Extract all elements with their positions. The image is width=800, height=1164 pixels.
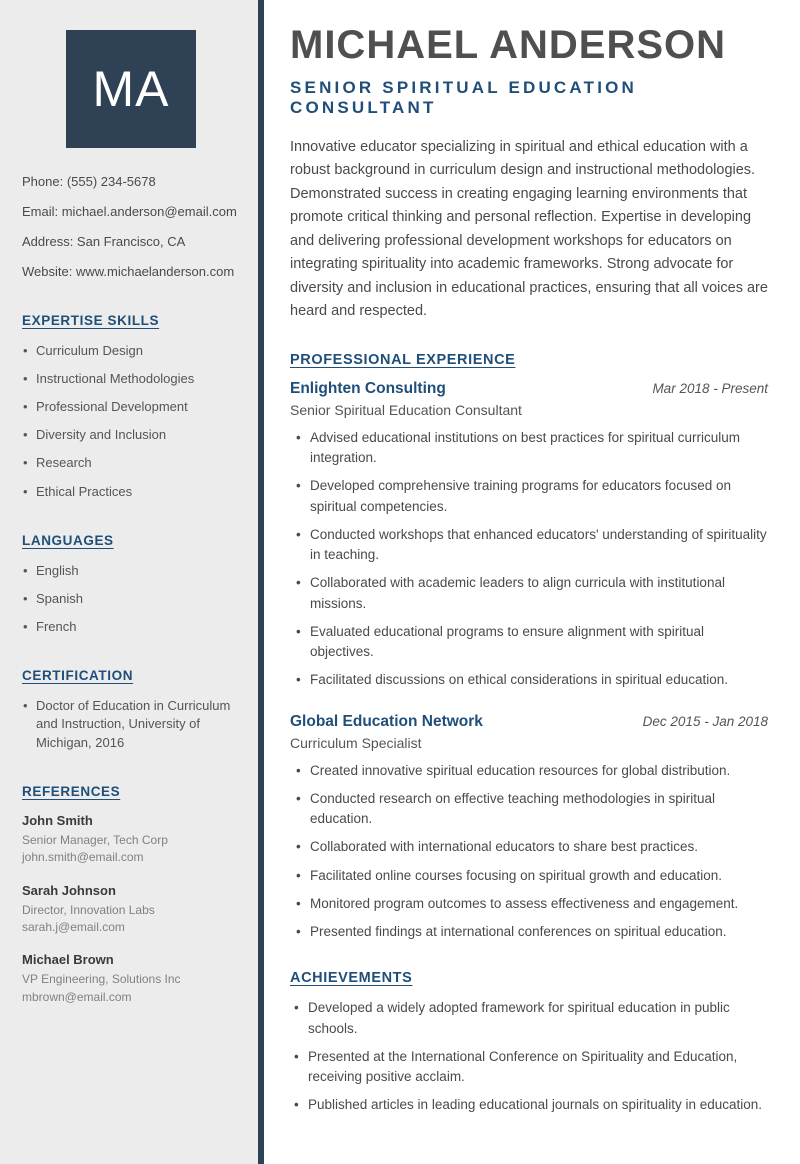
- reference-name: John Smith: [22, 812, 93, 828]
- job-bullet: • Created innovative spiritual education resources for global distribution.: [290, 761, 768, 781]
- job-bullet: • Facilitated online courses focusing on spiritual growth and education.: [290, 866, 768, 886]
- job-bullet: • Conducted research on effective teaching methodologies in spiritual education.: [290, 789, 768, 830]
- reference-entry: [22, 813, 240, 867]
- contact-block: [22, 174, 240, 281]
- reference-entry: [22, 883, 240, 937]
- experience-heading: PROFESSIONAL EXPERIENCE: [290, 351, 516, 368]
- avatar-initials: MA: [92, 61, 170, 117]
- job-bullet: • Collaborated with international educators to share best practices.: [290, 837, 768, 857]
- summary-text: Innovative educator specializing in spiritual and ethical education with a robust background in curriculum design and instructional methodologies. Demonstrated success in creating engaging learning environments that promote critical thinking and personal reflection. Expertise in developing and delivering professional development workshops for educators on integrating spirituality into academic frameworks. Strong advocate for diversity and inclusion in educational practices, ensuring that all voices are heard and respected.: [290, 139, 768, 320]
- expertise-heading: EXPERTISE SKILLS: [22, 312, 160, 328]
- reference-role: Director, Innovation Labs: [22, 902, 155, 917]
- resume-name: MICHAEL ANDERSON: [290, 23, 727, 67]
- job-bullet: • Monitored program outcomes to assess effectiveness and engagement.: [290, 894, 768, 914]
- job-bullet: • Advised educational institutions on best practices for spiritual curriculum integration.: [290, 428, 768, 469]
- company-name: Global Education Network: [290, 712, 483, 730]
- skill-item: • Curriculum Design: [22, 342, 240, 360]
- references-heading: REFERENCES: [22, 783, 121, 799]
- expertise-list: [22, 342, 240, 501]
- skill-item: • Ethical Practices: [22, 483, 240, 501]
- contact-address: Address: San Francisco, CA: [22, 233, 186, 249]
- job-bullet: • Evaluated educational programs to ensure alignment with spiritual objectives.: [290, 622, 768, 663]
- job-bullet-list: [290, 428, 768, 691]
- job-header: [290, 713, 768, 731]
- reference-email: mbrown@email.com: [22, 989, 132, 1004]
- language-item: • French: [22, 618, 240, 636]
- skill-item: • Professional Development: [22, 398, 240, 416]
- achievement-item: • Presented at the International Conference on Spirituality and Education, receiving positive acclaim.: [290, 1047, 768, 1088]
- reference-name: Sarah Johnson: [22, 882, 116, 898]
- contact-website: Website: www.michaelanderson.com: [22, 263, 235, 279]
- reference-role: VP Engineering, Solutions Inc: [22, 972, 181, 987]
- reference-role: Senior Manager, Tech Corp: [22, 832, 168, 847]
- job-bullet: • Conducted workshops that enhanced educators' understanding of spirituality in teaching.: [290, 525, 768, 566]
- reference-name: Michael Brown: [22, 952, 114, 968]
- job-bullet: • Collaborated with academic leaders to align curricula with institutional missions.: [290, 573, 768, 614]
- job-entry: [290, 713, 768, 943]
- contact-email: Email: michael.anderson@email.com: [22, 203, 237, 219]
- job-role: Senior Spiritual Education Consultant: [290, 401, 522, 418]
- resume-title: SENIOR SPIRITUAL EDUCATION CONSULTANT: [290, 78, 638, 117]
- reference-entry: [22, 952, 240, 1006]
- skill-item: • Diversity and Inclusion: [22, 426, 240, 444]
- achievements-list: [290, 998, 768, 1115]
- skill-item: • Instructional Methodologies: [22, 370, 240, 388]
- job-dates: Mar 2018 - Present: [652, 380, 768, 396]
- certification-item: • Doctor of Education in Curriculum and Instruction, University of Michigan, 2016: [22, 697, 240, 752]
- reference-email: sarah.j@email.com: [22, 919, 125, 934]
- languages-heading: LANGUAGES: [22, 532, 114, 548]
- achievement-item: • Developed a widely adopted framework for spiritual education in public schools.: [290, 998, 768, 1039]
- job-bullet: • Facilitated discussions on ethical considerations in spiritual education.: [290, 670, 768, 690]
- contact-phone: Phone: (555) 234-5678: [22, 174, 156, 189]
- languages-list: [22, 562, 240, 637]
- job-dates: Dec 2015 - Jan 2018: [642, 713, 768, 729]
- language-item: • English: [22, 562, 240, 580]
- certification-heading: CERTIFICATION: [22, 668, 134, 684]
- job-bullet: • Developed comprehensive training programs for educators focused on spiritual competencies.: [290, 476, 768, 517]
- main-content: [264, 0, 800, 1164]
- reference-email: john.smith@email.com: [22, 850, 144, 865]
- job-bullet: • Presented findings at international conferences on spiritual education.: [290, 922, 768, 942]
- company-name: Enlighten Consulting: [290, 379, 446, 397]
- skill-item: • Research: [22, 454, 240, 472]
- avatar: [66, 30, 196, 148]
- job-header: [290, 380, 768, 398]
- sidebar: [0, 0, 258, 1164]
- language-item: • Spanish: [22, 590, 240, 608]
- achievements-heading: ACHIEVEMENTS: [290, 970, 413, 987]
- job-entry: [290, 380, 768, 691]
- certification-list: [22, 697, 240, 752]
- job-role: Curriculum Specialist: [290, 734, 422, 751]
- achievement-item: • Published articles in leading educational journals on spirituality in education.: [290, 1095, 768, 1115]
- job-bullet-list: [290, 761, 768, 943]
